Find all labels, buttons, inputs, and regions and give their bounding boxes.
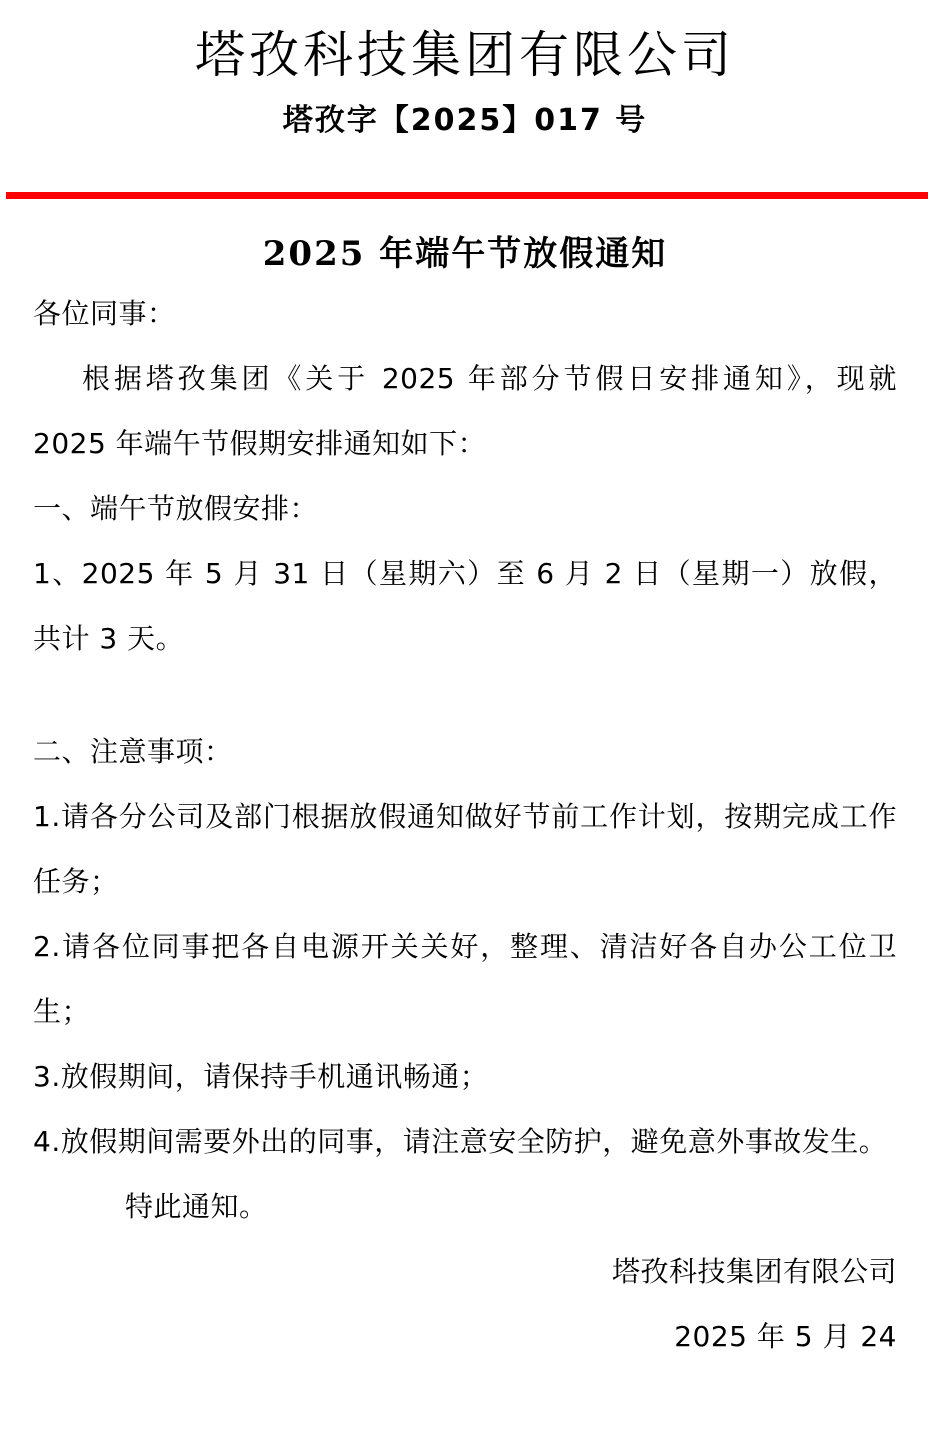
salutation: 各位同事： [33, 297, 176, 330]
section1-item-1: 1、2025 年 5 月 31 日（星期六）至 6 月 2 日（星期一）放假，共计 3 天。 [33, 557, 897, 655]
signature-company: 塔孜科技集团有限公司 [611, 1255, 897, 1288]
section2-heading: 二、注意事项： [33, 735, 233, 768]
document-header [0, 0, 930, 199]
doc-number: 塔孜字【2025】017 号 [282, 103, 648, 138]
notice-title: 2025 年端午节放假通知 [262, 234, 668, 274]
signature-date: 2025 年 5 月 24 [674, 1320, 897, 1353]
red-divider-rule [6, 192, 928, 199]
closing-line: 特此通知。 [125, 1190, 268, 1223]
blank-line [33, 671, 897, 719]
company-name: 塔孜科技集团有限公司 [195, 26, 735, 84]
section1-heading: 一、端午节放假安排： [33, 492, 319, 525]
document-body [0, 231, 930, 1369]
intro-paragraph: 根据塔孜集团《关于 2025 年部分节假日安排通知》，现就 2025 年端午节假期安排通知如下： [33, 362, 897, 460]
section2-item-1: 1.请各分公司及部门根据放假通知做好节前工作计划，按期完成工作任务； [33, 800, 897, 898]
notice-content [33, 281, 897, 1369]
section2-item-3: 3.放假期间，请保持手机通讯畅通； [33, 1060, 489, 1093]
section2-item-4: 4.放假期间需要外出的同事，请注意安全防护，避免意外事故发生。 [33, 1125, 888, 1158]
section2-item-2: 2.请各位同事把各自电源开关关好，整理、清洁好各自办公工位卫生； [33, 930, 897, 1028]
